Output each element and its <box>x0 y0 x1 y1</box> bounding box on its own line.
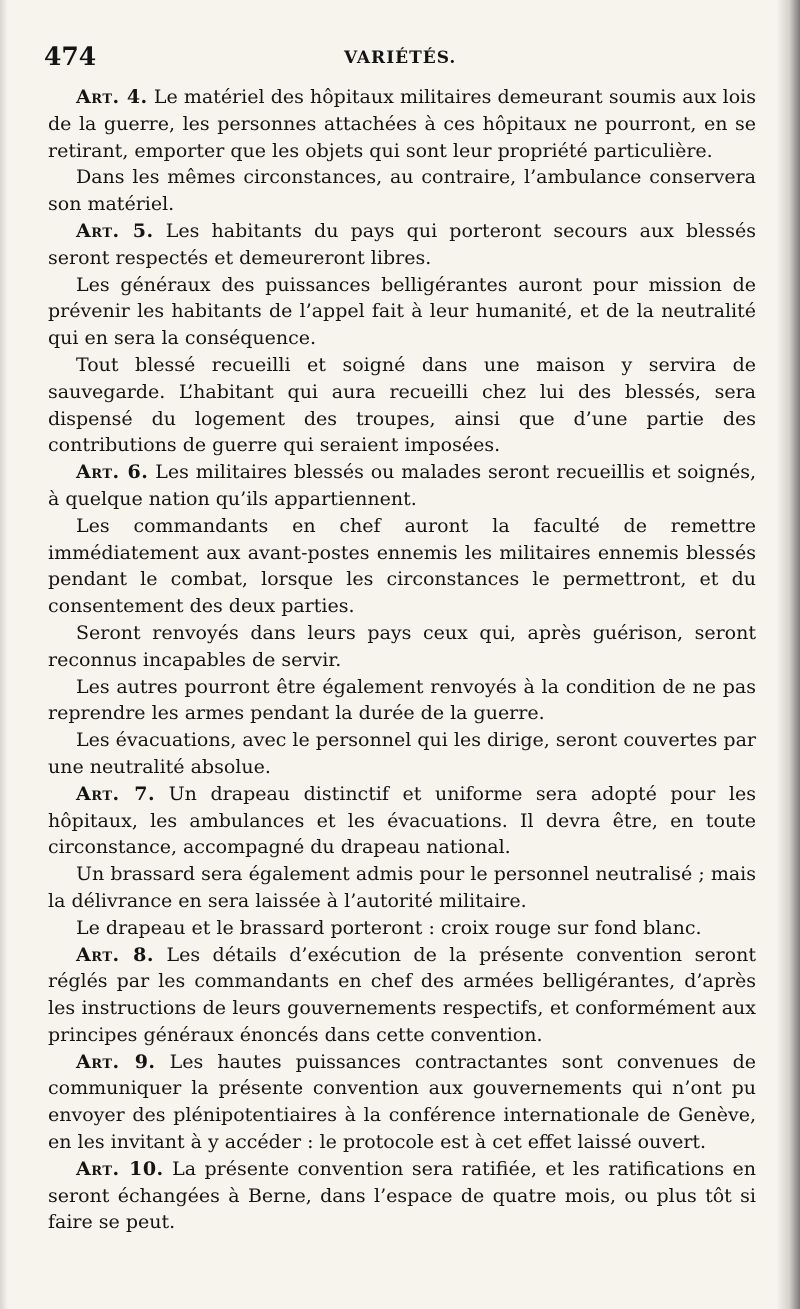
paragraph-text: Tout blessé recueilli et soigné dans une maison y servira de sauvegarde. L’habitant qui aura recueilli chez lui des blessés, sera dispensé du logement des troupes, ainsi que d’une partie des contributions de guerre qui seraient imposées. <box>48 353 756 457</box>
article-label: Art. 6. <box>76 461 149 484</box>
paragraph-text: Les habitants du pays qui porteront secours aux blessés seront respectés et demeureront libres. <box>48 219 757 269</box>
paragraph-text: Les autres pourront être également renvoyés à la condition de ne pas reprendre les armes pendant la durée de la guerre. <box>48 675 756 725</box>
paragraph-art-8 <box>48 942 756 1049</box>
paragraph-text: Un brassard sera également admis pour le personnel neutralisé ; mais la délivrance en sera laissée à l’autorité militaire. <box>48 863 756 912</box>
paragraph-text: Dans les mêmes circonstances, au contraire, l’ambulance conservera son matériel. <box>48 166 756 216</box>
paragraph-art-4 <box>48 84 756 164</box>
paragraph-text: Les détails d’exécution de la présente convention seront réglés par les commandants en chef des armées belligérantes, d’après les instructions de leurs gouvernements respectifs, et conformément aux principes généraux énoncés dans cette convention. <box>48 943 756 1046</box>
paragraph <box>48 620 756 674</box>
paragraph <box>48 674 756 728</box>
paragraph <box>48 513 756 620</box>
body-text <box>48 84 756 1236</box>
paragraph-art-7 <box>48 781 756 861</box>
article-label: Art. 9. <box>76 1050 156 1073</box>
paragraph-art-9 <box>48 1049 756 1156</box>
paragraph-text: Les généraux des puissances belligérantes auront pour mission de prévenir les habitants de l’appel fait à leur humanité, et de la neutralité qui en sera la conséquence. <box>48 273 756 350</box>
article-label: Art. 8. <box>76 943 154 966</box>
paragraph-art-10 <box>48 1156 756 1236</box>
paragraph-art-5 <box>48 218 756 272</box>
paragraph <box>48 352 756 459</box>
article-label: Art. 4. <box>76 86 148 108</box>
paragraph-text: Un drapeau distinctif et uniforme sera adopté pour les hôpitaux, les ambulances et les évacuations. Il devra être, en toute circonstance, accompagné du drapeau national. <box>48 782 756 859</box>
paragraph <box>48 861 756 915</box>
page-edge-shadow <box>776 0 800 1309</box>
paragraph-text: Le drapeau et le brassard porteront : croix rouge sur fond blanc. <box>76 916 702 939</box>
paragraph-text: Seront renvoyés dans leurs pays ceux qui, après guérison, seront reconnus incapables de servir. <box>48 621 756 671</box>
page-gutter-shadow <box>0 0 8 1309</box>
page-header <box>44 42 756 72</box>
paragraph <box>48 727 756 781</box>
paragraph-text: Les hautes puissances contractantes sont convenues de communiquer la présente convention aux gouvernements qui n’ont pu envoyer des plénipotentiaires à la conférence internationale de Genève, en les invitant à y accéder : le protocole est à cet effet laissé ouvert. <box>48 1050 756 1154</box>
article-label: Art. 5. <box>76 219 154 242</box>
paragraph-art-6 <box>48 459 756 513</box>
paragraph-text: Le matériel des hôpitaux militaires demeurant soumis aux lois de la guerre, les personnes attachées à ces hôpitaux ne pourront, en se retirant, emporter que les objets qui sont leur propriété particulière. <box>48 86 757 162</box>
paragraph <box>48 915 756 942</box>
article-label: Art. 10. <box>76 1157 164 1180</box>
paragraph-text: Les commandants en chef auront la faculté de remettre immédiatement aux avant-postes ennemis les militaires ennemis blessés pendant le combat, lorsque les circonstances le permettront, et du consentement des deux parties. <box>48 514 756 618</box>
running-head: VARIÉTÉS. <box>344 48 457 68</box>
paragraph <box>48 272 756 352</box>
article-label: Art. 7. <box>76 782 156 805</box>
page-number: 474 <box>44 42 97 71</box>
paragraph-text: Les militaires blessés ou malades seront recueillis et soignés, à quelque nation qu’ils appartiennent. <box>48 461 757 510</box>
paragraph <box>48 164 756 218</box>
paragraph-text: Les évacuations, avec le personnel qui les dirige, seront couvertes par une neutralité absolue. <box>48 729 756 778</box>
paragraph-text: La présente convention sera ratifiée, et les ratifications en seront échangées à Berne, dans l’espace de quatre mois, ou plus tôt si faire se peut. <box>48 1157 757 1234</box>
